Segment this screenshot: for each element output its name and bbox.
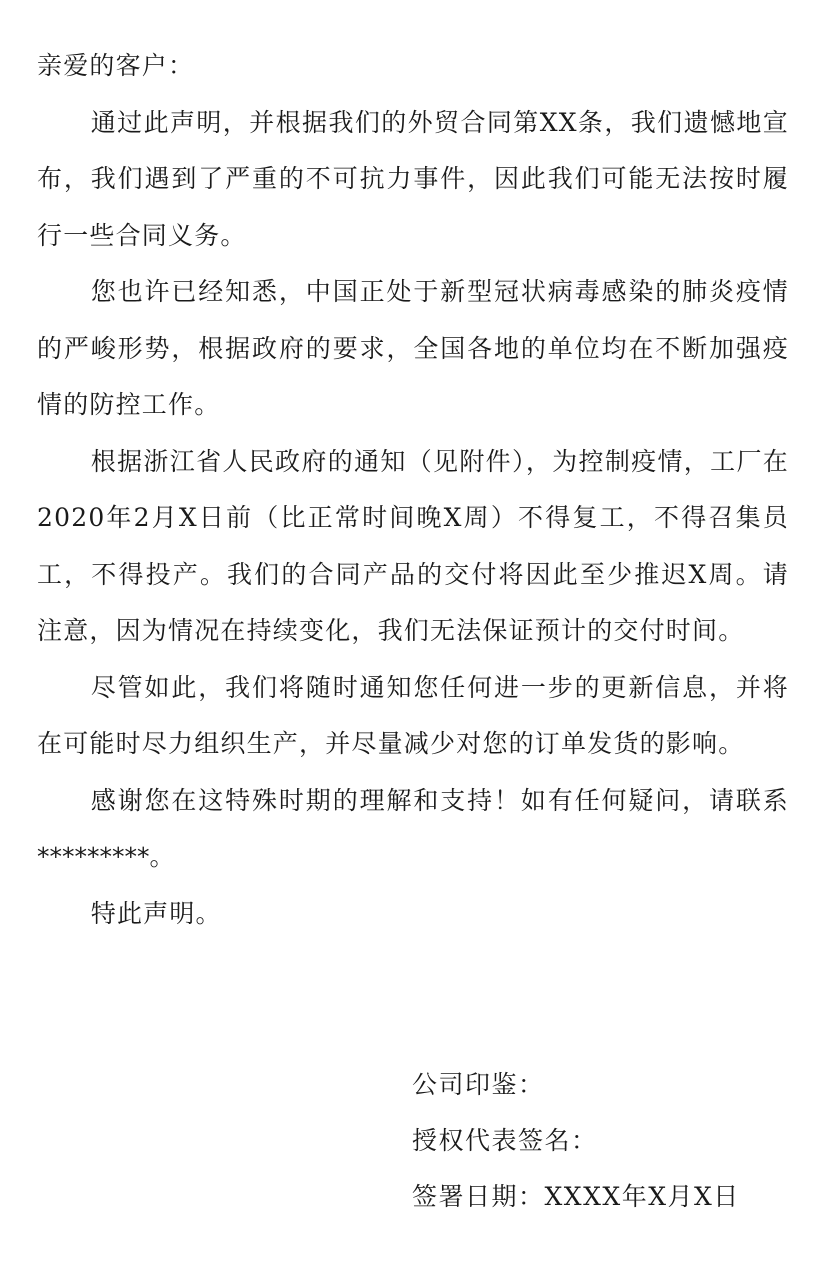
salutation: 亲爱的客户： xyxy=(37,51,195,80)
thanks-end-punctuation: 。 xyxy=(149,842,176,871)
paragraph-force-majeure: 通过此声明，并根据我们的外贸合同第XX条，我们遗憾地宣布，我们遇到了严重的不可抗力事件，因此我们可能无法按时履行一些合同义务。 xyxy=(37,107,789,250)
paragraph-updates: 尽管如此，我们将随时通知您任何进一步的更新信息，并将在可能时尽力组织生产，并尽量减少对您的订单发货的影响。 xyxy=(37,672,789,758)
closing-statement: 特此声明。 xyxy=(90,898,222,928)
paragraph-thanks xyxy=(37,773,789,886)
signature-block xyxy=(412,1057,812,1225)
company-seal-label: 公司印鉴： xyxy=(412,1070,545,1099)
paragraph-epidemic-situation: 您也许已经知悉，中国正处于新型冠状病毒感染的肺炎疫情的严峻形势，根据政府的要求，全国各地的单位均在不断加强疫情的防控工作。 xyxy=(37,277,789,419)
contact-placeholder: ********* xyxy=(37,842,150,871)
paragraph-government-notice: 根据浙江省人民政府的通知（见附件），为控制疫情，工厂在2020年2月X日前（比正常时间晚X周）不得复工，不得召集员工，不得投产。我们的合同产品的交付将因此至少推迟X周。请注意，因为情况在持续变化，我们无法保证预计的交付时间。 xyxy=(37,446,789,645)
signing-date-label: 签署日期：XXXX年X月X日 xyxy=(412,1182,740,1211)
authorized-representative-label: 授权代表签名： xyxy=(412,1126,598,1155)
letter-body xyxy=(37,38,789,942)
thanks-text: 感谢您在这特殊时期的理解和支持！如有任何疑问，请联系 xyxy=(90,785,789,815)
